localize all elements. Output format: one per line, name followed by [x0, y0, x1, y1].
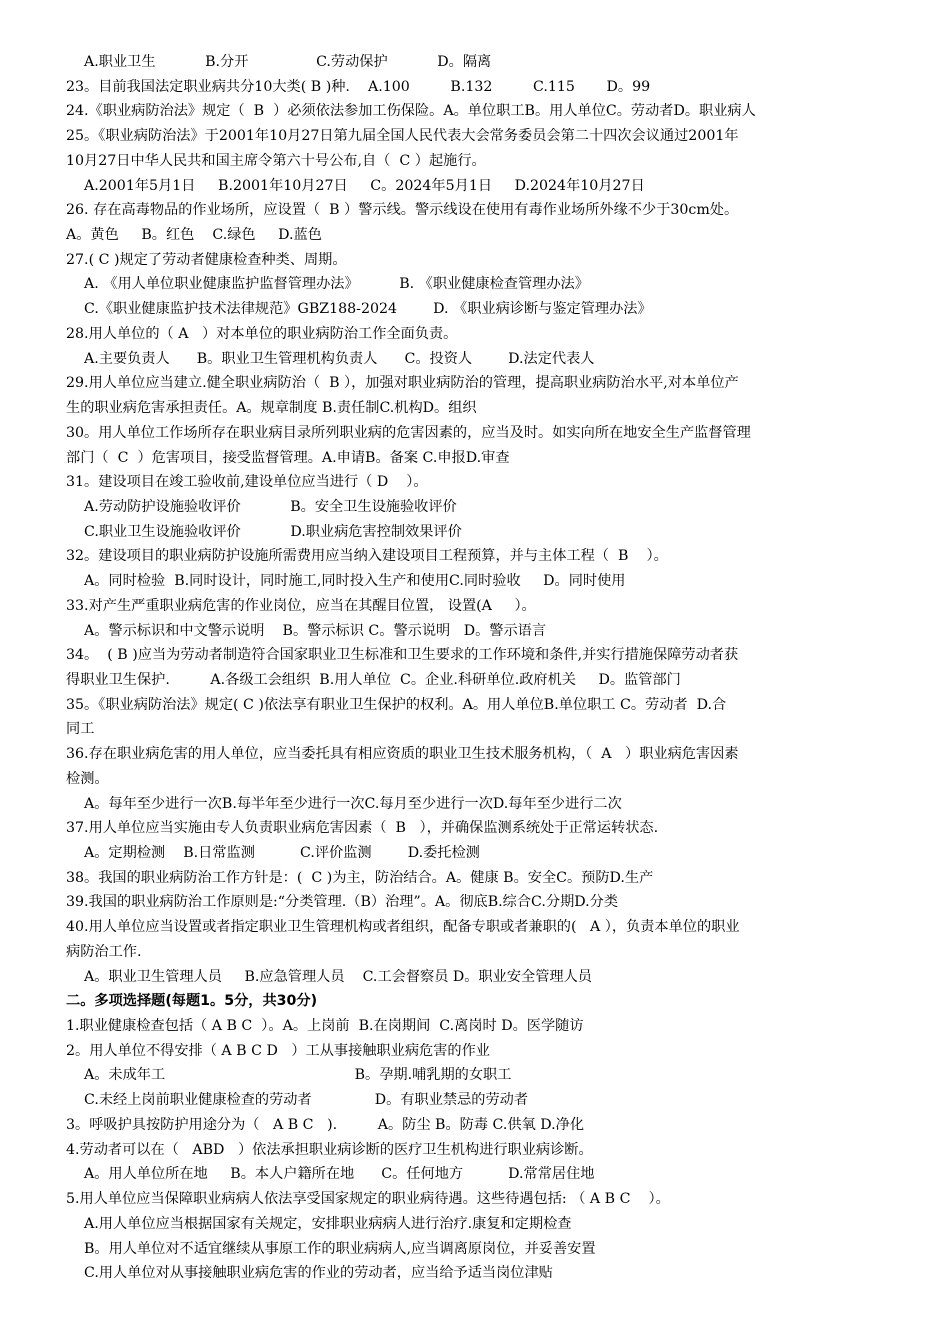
- text-line: A。定期检测 B.日常监测 C.评价监测 D.委托检测: [84, 845, 480, 861]
- text-line: A.劳动防护设施验收评价 B。安全卫生设施验收评价: [84, 498, 457, 515]
- text-line: 2。用人单位不得安排（ A B C D ）工从事接触职业病危害的作业: [66, 1042, 490, 1059]
- text-line: 38。我国的职业病防治工作方针是：( C )为主，防治结合。A。健康 B。安全C。预防D.生产: [66, 869, 654, 886]
- text-line: 23。目前我国法定职业病共分10大类( B )种. A.100 B.132 C.115 D。99: [66, 78, 651, 95]
- text-line: 24.《职业病防治法》规定（ B ）必须依法参加工伤保险。A。单位职工B。用人单位C。劳动者D。职业病人: [66, 103, 756, 120]
- text-line: 37.用人单位应当实施由专人负责职业病危害因素（ B ），并确保监测系统处于正常运转状态.: [66, 820, 659, 837]
- text-line: 10月27日中华人民共和国主席令第六十号公布,自（ C ）起施行。: [66, 152, 486, 169]
- text-line: A.用人单位应当根据国家有关规定，安排职业病病人进行治疗.康复和定期检查: [84, 1215, 572, 1232]
- text-line: A。警示标识和中文警示说明 B。警示标识 C。警示说明 D。警示语言: [84, 622, 547, 639]
- text-line: 39.我国的职业病防治工作原则是:“分类管理.（B）治理”。A。彻底B.综合C.分期D.分类: [66, 894, 619, 911]
- text-line: A。同时检验 B.同时设计，同时施工,同时投入生产和使用C.同时验收 D。同时使用: [84, 573, 626, 590]
- text-line: A.职业卫生 B.分开 C.劳动保护 D。隔离: [84, 54, 492, 70]
- section-heading: 二。多项选择题(每题1。5分，共30分): [66, 993, 318, 1010]
- text-line: A。未成年工 B。孕期.哺乳期的女职工: [84, 1067, 512, 1084]
- text-line: 31。建设项目在竣工验收前,建设单位应当进行（ D ）。: [66, 474, 428, 491]
- text-line: B。用人单位对不适宜继续从事原工作的职业病病人,应当调离原岗位，并妥善安置: [84, 1240, 596, 1257]
- text-line: A。用人单位所在地 B。本人户籍所在地 C。任何地方 D.常常居住地: [84, 1166, 595, 1183]
- text-line: A。黄色 B。红色 C.绿色 D.蓝色: [66, 227, 322, 244]
- text-line: 32。建设项目的职业病防护设施所需费用应当纳入建设项目工程预算，并与主体工程（ B ）。: [66, 548, 668, 565]
- text-line: 33.对产生严重职业病危害的作业岗位，应当在其醒目位置， 设置(A ）。: [66, 597, 536, 614]
- text-line: A。职业卫生管理人员 B.应急管理人员 C.工会督察员 D。职业安全管理人员: [84, 968, 592, 985]
- text-line: A.2001年5月1日 B.2001年10月27日 C。2024年5月1日 D.2024年10月27日: [84, 177, 645, 194]
- text-line: C.《职业健康监护技术法律规范》GBZ188-2024 D. 《职业病诊断与鉴定管理办法》: [84, 301, 652, 318]
- text-line: 1.职业健康检查包括（ A B C ）。A。上岗前 B.在岗期间 C.离岗时 D。医学随访: [66, 1018, 584, 1035]
- text-line: A.主要负责人 B。职业卫生管理机构负责人 C。投资人 D.法定代表人: [84, 350, 595, 367]
- text-line: 34。 ( B )应当为劳动者制造符合国家职业卫生标准和卫生要求的工作环境和条件,并实行措施保障劳动者获: [66, 647, 739, 664]
- text-line: 同工: [66, 721, 95, 738]
- text-line: C.用人单位对从事接触职业病危害的作业的劳动者，应当给予适当岗位津贴: [84, 1265, 553, 1282]
- text-line: 26. 存在高毒物品的作业场所，应设置（ B ）警示线。警示线设在使用有毒作业场所外缘不少于30cm处。: [66, 202, 739, 219]
- text-line: 3。呼吸护具按防护用途分为（ A B C ). A。防尘 B。防毒 C.供氧 D.净化: [66, 1116, 585, 1133]
- text-line: 检测。: [66, 770, 109, 787]
- text-line: 36.存在职业病危害的用人单位，应当委托具有相应资质的职业卫生技术服务机构，（ A ）职业病危害因素: [66, 746, 739, 763]
- text-line: C.未经上岗前职业健康检查的劳动者 D。有职业禁忌的劳动者: [84, 1092, 529, 1109]
- text-line: A. 《用人单位职业健康监护监督管理办法》 B. 《职业健康检查管理办法》: [84, 276, 589, 293]
- text-line: 28.用人单位的（ A ）对本单位的职业病防治工作全面负责。: [66, 325, 458, 342]
- text-line: 40.用人单位应当设置或者指定职业卫生管理机构或者组织，配备专职或者兼职的( A ），负责本单位的职业: [66, 919, 740, 936]
- text-line: 部门（ C ）危害项目，接受监督管理。A.申请B。备案 C.申报D.审查: [66, 449, 510, 466]
- text-line: 25。《职业病防治法》于2001年10月27日第九届全国人民代表大会常务委员会第二十四次会议通过2001年: [66, 128, 739, 145]
- text-line: 5.用人单位应当保障职业病病人依法享受国家规定的职业病待遇。这些待遇包括: （ A B C ）。: [66, 1191, 670, 1208]
- text-line: 生的职业病危害承担责任。A。规章制度 B.责任制C.机构D。组织: [66, 400, 477, 417]
- text-line: A。每年至少进行一次B.每半年至少进行一次C.每月至少进行一次D.每年至少进行二次: [84, 795, 622, 812]
- text-line: 27.( C )规定了劳动者健康检查种类、周期。: [66, 251, 347, 268]
- text-line: 35。《职业病防治法》规定( C )依法享有职业卫生保护的权利。A。用人单位B.单位职工 C。劳动者 D.合: [66, 696, 727, 713]
- text-line: 得职业卫生保护. A.各级工会组织 B.用人单位 C。企业.科研单位.政府机关 D。监管部门: [66, 671, 681, 688]
- text-line: 30。用人单位工作场所存在职业病目录所列职业病的危害因素的，应当及时。如实向所在地安全生产监督管理: [66, 424, 751, 441]
- text-line: 病防治工作.: [66, 943, 142, 960]
- text-line: 4.劳动者可以在（ ABD ）依法承担职业病诊断的医疗卫生机构进行职业病诊断。: [66, 1141, 593, 1158]
- text-line: 29.用人单位应当建立.健全职业病防治（ B ），加强对职业病防治的管理，提高职业病防治水平,对本单位产: [66, 375, 739, 392]
- text-line: C.职业卫生设施验收评价 D.职业病危害控制效果评价: [84, 523, 462, 540]
